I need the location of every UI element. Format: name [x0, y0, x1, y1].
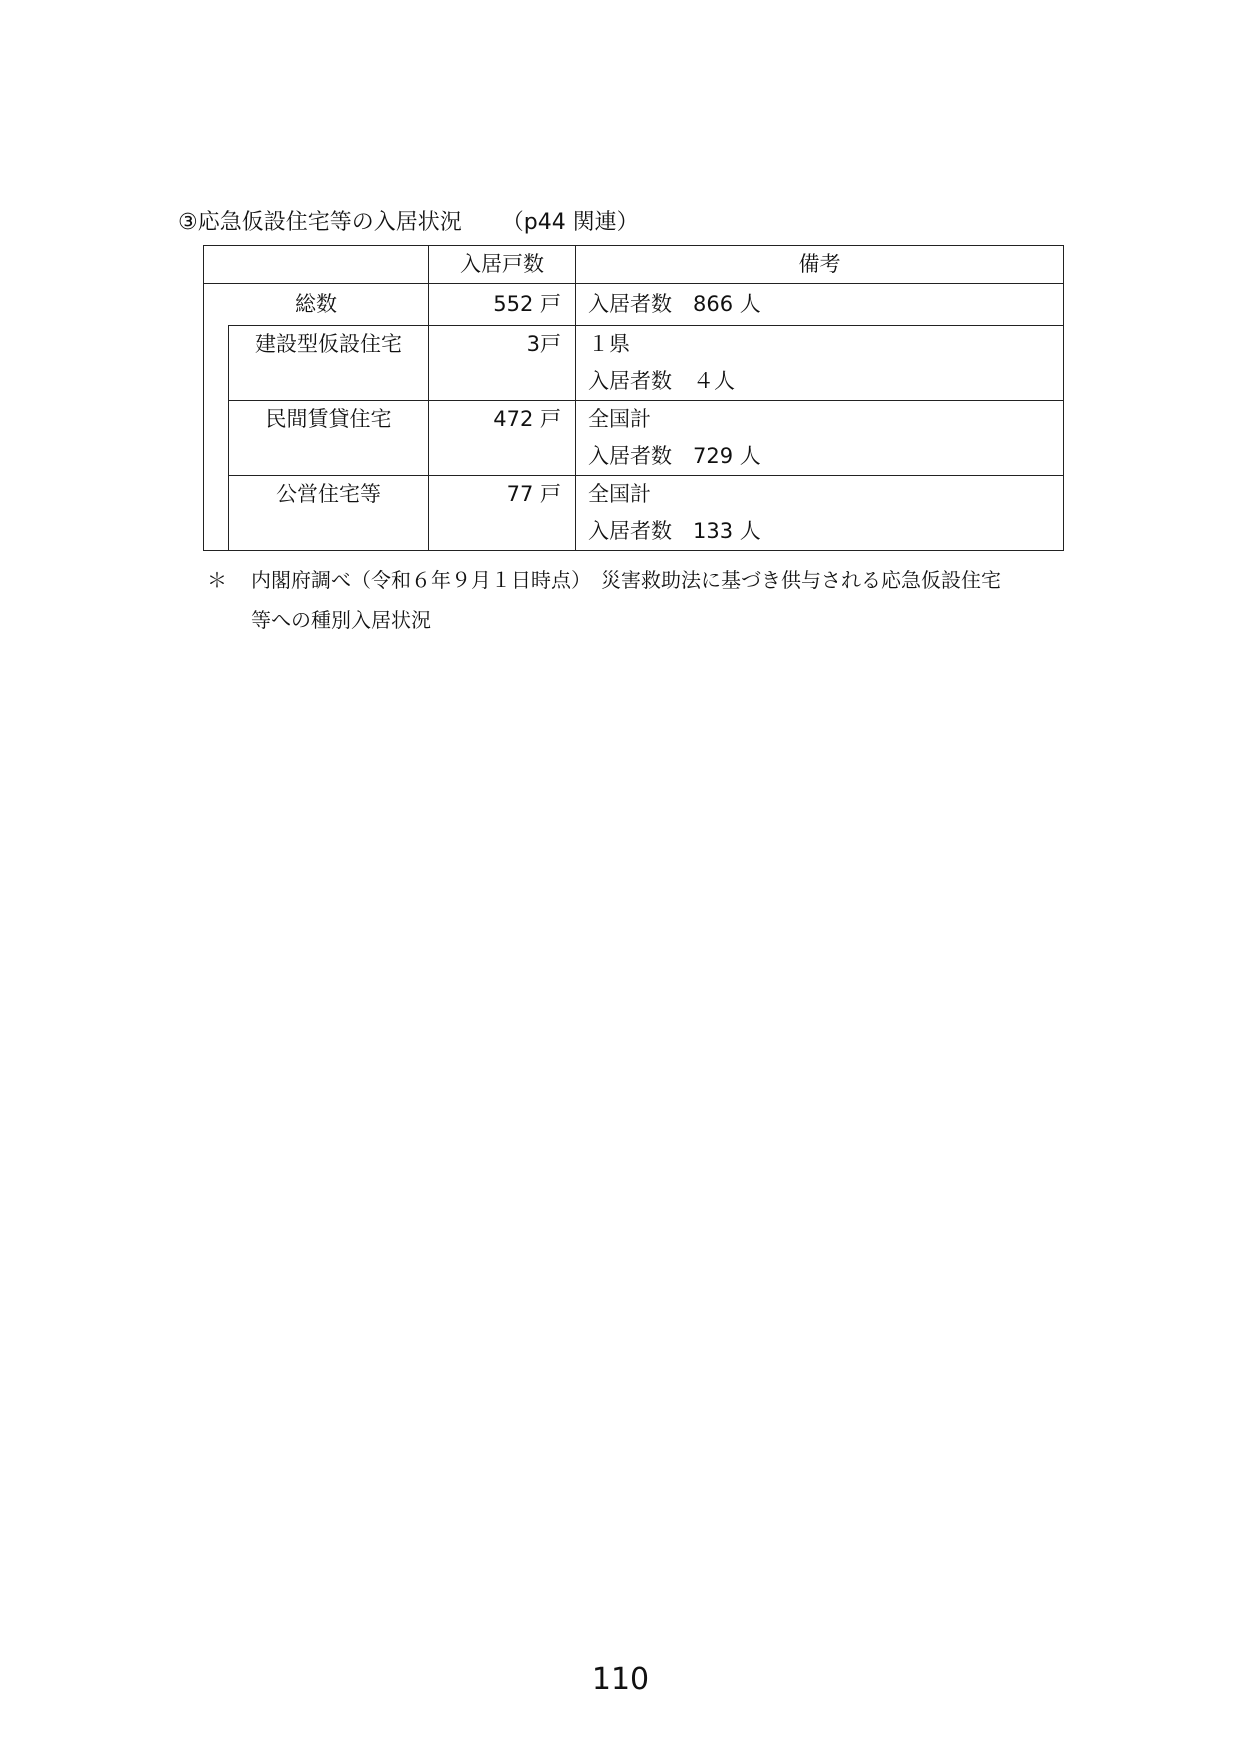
footnote-line-1 — [203, 560, 1001, 600]
row-label: 民間賃貸住宅 — [229, 401, 429, 476]
row-note-line: 入居者数 ４人 — [588, 369, 735, 393]
total-note: 入居者数 866 人 — [576, 284, 1064, 326]
row-note-line: １県 — [588, 332, 630, 356]
row-label: 建設型仮設住宅 — [229, 326, 429, 401]
footnote-line-2: 等への種別入居状況 — [251, 608, 431, 632]
header-units: 入居戸数 — [429, 246, 576, 284]
section-reference: （p44 関連） — [501, 210, 639, 235]
row-note-line: 入居者数 133 人 — [588, 519, 761, 543]
total-units: 552 戸 — [429, 284, 576, 326]
row-note — [576, 476, 1064, 551]
row-units: 77 戸 — [429, 476, 576, 551]
footnote-marker: ＊ — [207, 568, 227, 592]
table-header-row — [204, 246, 1064, 284]
footnote-text-1: 内閣府調べ（令和６年９月１日時点） 災害救助法に基づき供与される応急仮設住宅 — [251, 568, 1001, 592]
row-label: 公営住宅等 — [229, 476, 429, 551]
row-note-line: 入居者数 729 人 — [588, 444, 761, 468]
total-label: 総数 — [204, 284, 429, 326]
row-note — [576, 326, 1064, 401]
table-row — [204, 401, 1064, 476]
section-title: ③応急仮設住宅等の入居状況 — [178, 210, 462, 235]
row-units: 3戸 — [429, 326, 576, 401]
table-row — [204, 326, 1064, 401]
housing-occupancy-table — [203, 245, 1064, 551]
section-heading — [178, 210, 639, 236]
row-note-line: 全国計 — [588, 407, 651, 431]
indent-spacer — [204, 326, 229, 551]
table-row — [204, 476, 1064, 551]
row-note-line: 全国計 — [588, 482, 651, 506]
table-row-total — [204, 284, 1064, 326]
header-empty-cell — [204, 246, 429, 284]
footnote — [203, 560, 1001, 640]
page-number: 110 — [591, 1662, 650, 1697]
row-units: 472 戸 — [429, 401, 576, 476]
row-note — [576, 401, 1064, 476]
header-remarks: 備考 — [576, 246, 1064, 284]
